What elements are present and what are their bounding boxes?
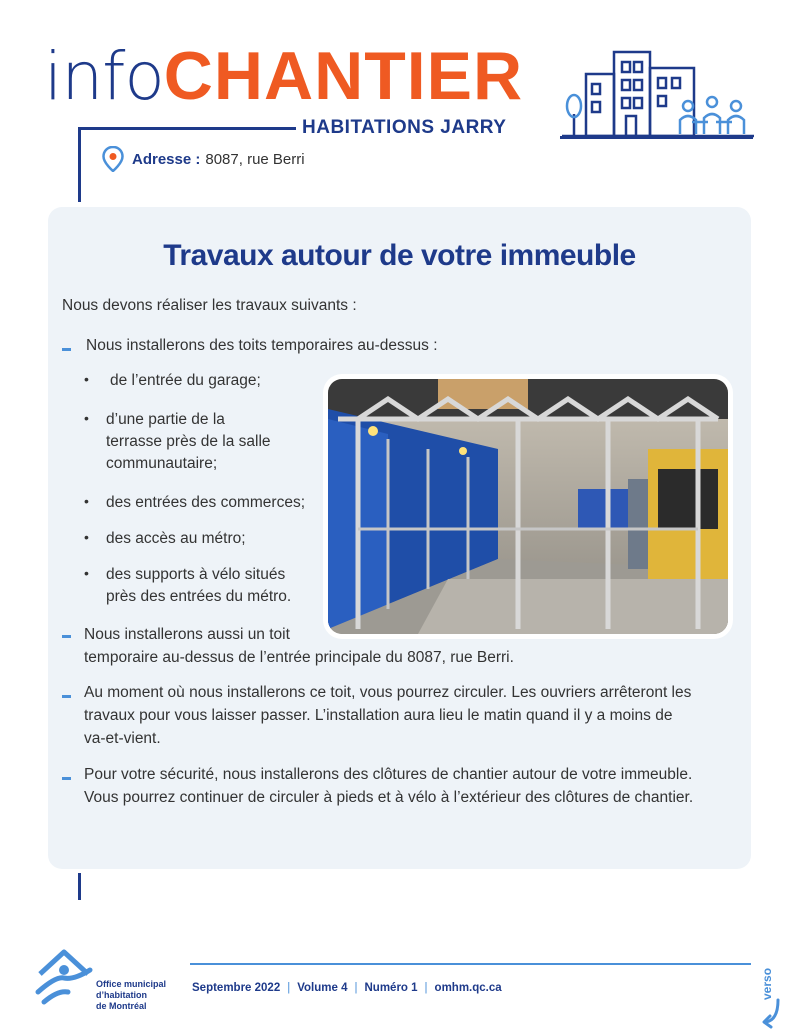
verso-label: verso xyxy=(760,967,774,1000)
header-divider-right xyxy=(560,136,753,139)
location-pin-icon xyxy=(102,146,124,172)
publication-volume: Volume 4 xyxy=(297,982,348,994)
item-2-line-1: Nous installerons aussi un toit xyxy=(84,626,290,643)
scaffolding-photo xyxy=(328,379,728,634)
org-line-2: d’habitation xyxy=(96,990,147,1000)
header-divider xyxy=(78,127,296,130)
address xyxy=(102,146,305,172)
content-title: Travaux autour de votre immeuble xyxy=(163,239,636,272)
item-3-line-1: Au moment où nous installerons ce toit, vous pourrez circuler. Les ouvriers arrêteront les xyxy=(84,684,692,701)
dash-bullet-icon xyxy=(62,695,71,698)
dash-bullet-icon xyxy=(62,635,71,638)
publication-info xyxy=(192,982,502,994)
sub-item-2-line-2: terrasse près de la salle xyxy=(106,433,271,450)
brand-title xyxy=(44,36,523,116)
item-1: Nous installerons des toits temporaires au-dessus : xyxy=(86,337,438,354)
project-subtitle: HABITATIONS JARRY xyxy=(302,117,507,138)
turn-page-arrow-icon[interactable] xyxy=(756,960,792,1030)
sub-item-4: des accès au métro; xyxy=(106,530,246,547)
website-link[interactable]: omhm.qc.ca xyxy=(434,982,502,994)
sub-item-1: de l’entrée du garage; xyxy=(110,372,261,389)
footer-divider xyxy=(190,963,751,965)
bullet-icon: • xyxy=(84,410,89,426)
org-line-1: Office municipal xyxy=(96,979,167,989)
bullet-icon: • xyxy=(84,493,89,509)
sub-item-5-line-1: des supports à vélo situés xyxy=(106,566,286,583)
sub-item-5-line-2: près des entrées du métro. xyxy=(106,588,292,605)
scaffolding-photo-illustration xyxy=(328,379,728,634)
item-2-line-2: temporaire au-dessus de l’entrée principale du 8087, rue Berri. xyxy=(84,649,514,666)
item-3-line-3: va-et-vient. xyxy=(84,730,161,747)
item-4-line-1: Pour votre sécurité, nous installerons des clôtures de chantier autour de votre immeuble. xyxy=(84,766,693,783)
address-value: 8087, rue Berri xyxy=(205,150,305,168)
item-4-line-2: Vous pourrez continuer de circuler à pieds et à vélo à l’extérieur des clôtures de chantier. xyxy=(84,789,694,806)
header-vertical-line xyxy=(78,127,81,202)
bullet-icon: • xyxy=(84,371,89,387)
separator: | xyxy=(287,982,291,994)
brand-chantier: CHANTIER xyxy=(163,38,524,114)
publication-number: Numéro 1 xyxy=(364,982,418,994)
item-3-line-2: travaux pour vous laisser passer. L’installation aura lieu le matin quand il y a moins de xyxy=(84,707,673,724)
bullet-icon: • xyxy=(84,529,89,545)
sub-item-2-line-3: communautaire; xyxy=(106,455,218,472)
omhm-logo-icon xyxy=(34,946,94,1006)
dash-bullet-icon xyxy=(62,777,71,780)
footer-vertical-line xyxy=(78,873,81,900)
content-card xyxy=(48,207,751,869)
brand-info: info xyxy=(44,38,164,115)
sub-item-3: des entrées des commerces; xyxy=(106,494,306,511)
separator: | xyxy=(424,982,428,994)
bullet-icon: • xyxy=(84,565,89,581)
dash-bullet-icon xyxy=(62,348,71,351)
sub-item-2-line-1: d’une partie de la xyxy=(106,411,225,428)
address-label: Adresse : xyxy=(132,150,201,168)
intro-text: Nous devons réaliser les travaux suivants : xyxy=(62,297,357,314)
publication-date: Septembre 2022 xyxy=(192,982,281,994)
buildings-illustration-icon xyxy=(562,44,754,140)
org-line-3: de Montréal xyxy=(96,1001,147,1011)
organization-name xyxy=(96,979,166,1012)
separator: | xyxy=(354,982,358,994)
